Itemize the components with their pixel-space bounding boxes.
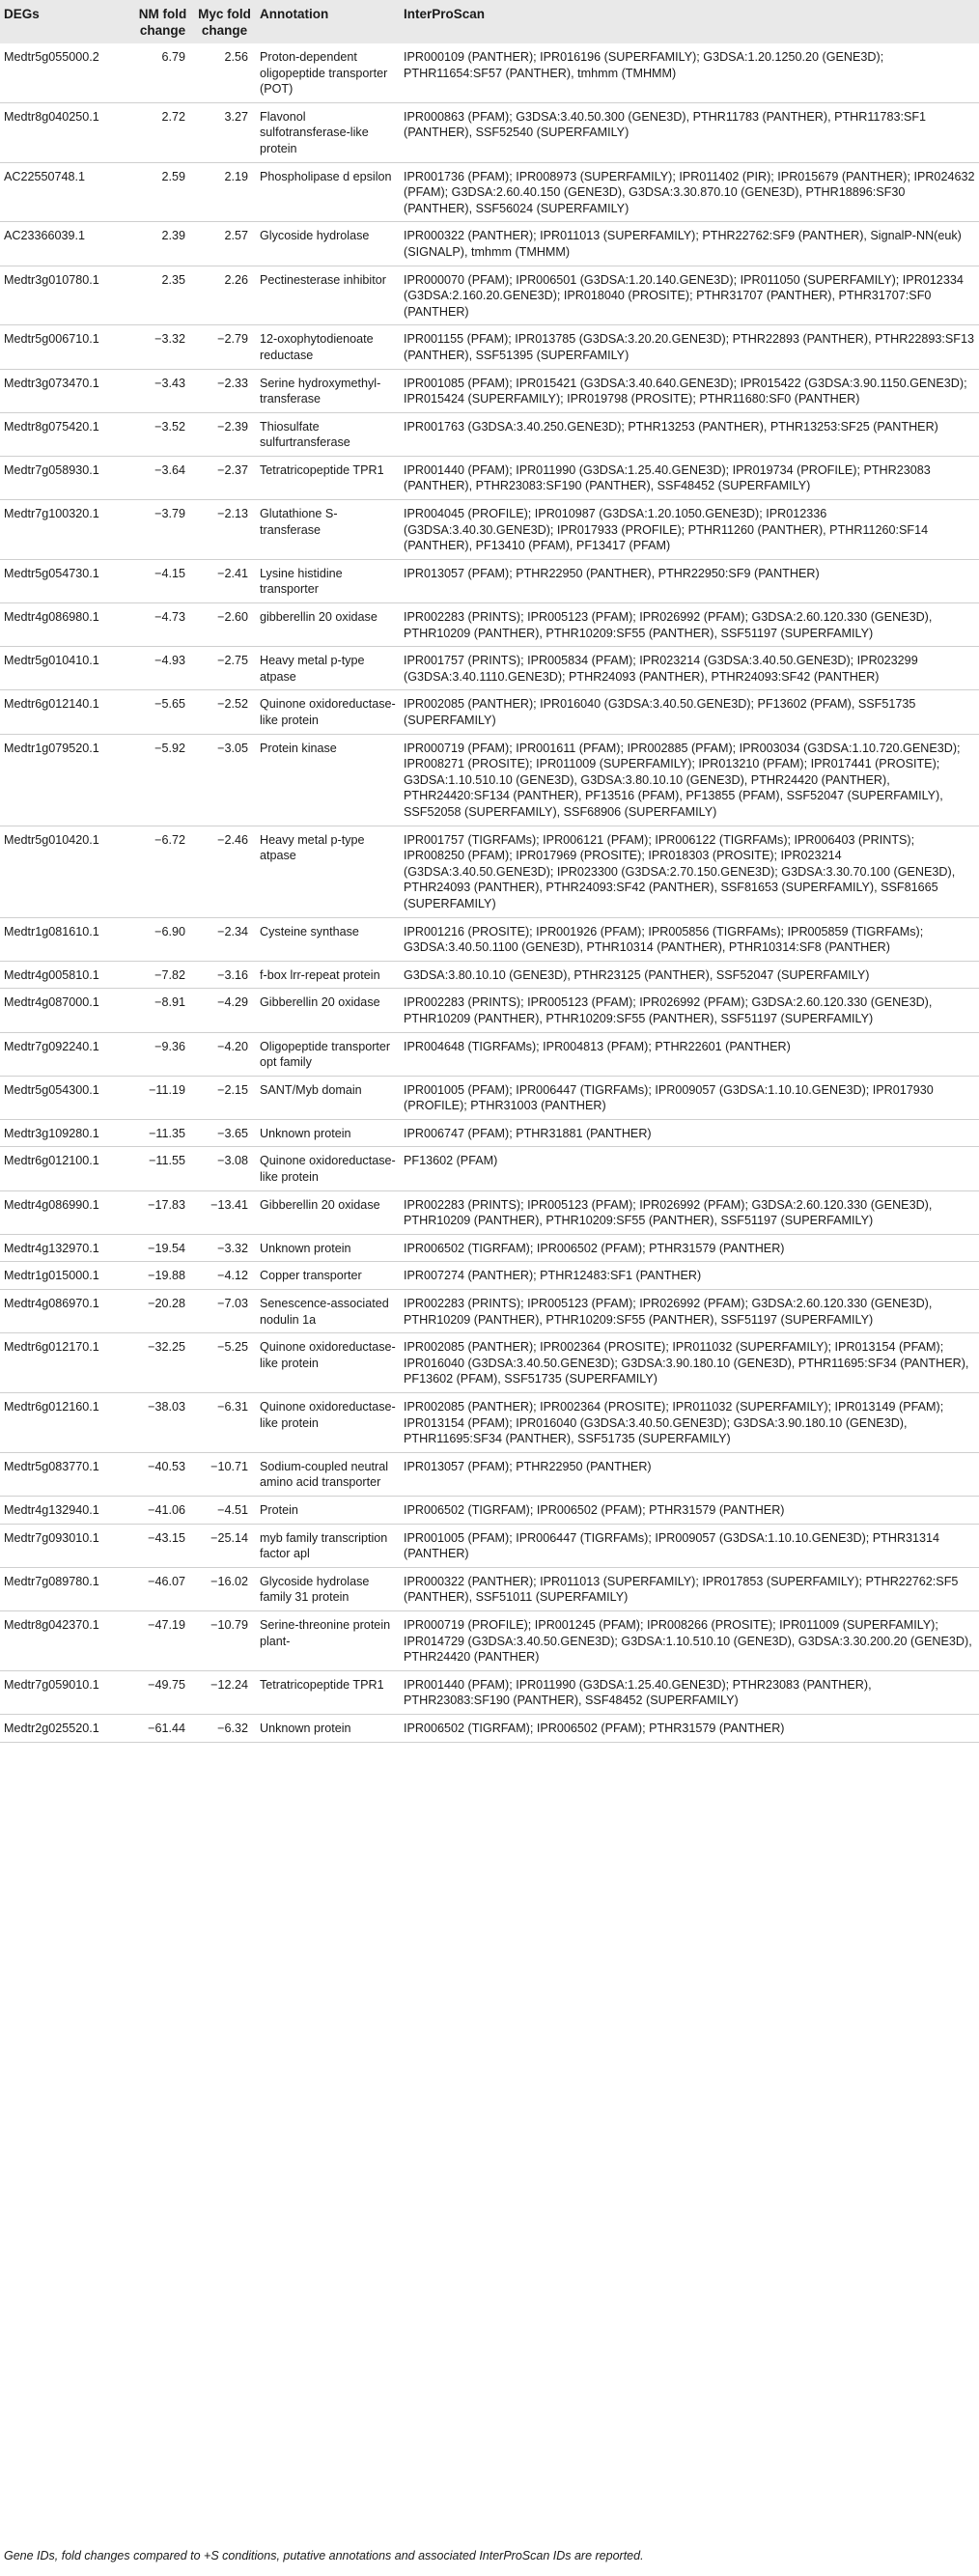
annotation: Pectinesterase inhibitor [256, 266, 400, 325]
annotation: Senescence-associated nodulin 1a [256, 1290, 400, 1333]
table-row [0, 559, 979, 602]
annotation: Gibberellin 20 oxidase [256, 1190, 400, 1234]
nm-fold-change: −6.72 [132, 826, 193, 917]
nm-fold-change: −19.54 [132, 1234, 193, 1262]
annotation: Tetratricopeptide TPR1 [256, 456, 400, 499]
myc-fold-change: −2.52 [193, 690, 256, 734]
table-row [0, 369, 979, 412]
nm-fold-change: −47.19 [132, 1610, 193, 1670]
annotation: gibberellin 20 oxidase [256, 603, 400, 647]
table-row [0, 1670, 979, 1714]
annotation: 12-oxophytodienoate reductase [256, 325, 400, 369]
gene-id: Medtr7g058930.1 [0, 456, 132, 499]
annotation: Copper transporter [256, 1262, 400, 1290]
table-row [0, 222, 979, 266]
myc-fold-change: −2.13 [193, 500, 256, 560]
table-body [0, 43, 979, 1742]
interpro-ids: IPR006502 (TIGRFAM); IPR006502 (PFAM); PTHR31579 (PANTHER) [400, 1234, 979, 1262]
interpro-ids: IPR006502 (TIGRFAM); IPR006502 (PFAM); PTHR31579 (PANTHER) [400, 1496, 979, 1524]
gene-id: Medtr4g132940.1 [0, 1496, 132, 1524]
nm-fold-change: −3.64 [132, 456, 193, 499]
annotation: Heavy metal p-type atpase [256, 826, 400, 917]
interpro-ids: IPR001005 (PFAM); IPR006447 (TIGRFAMs); IPR009057 (G3DSA:1.10.10.GENE3D); IPR017930 (PROFILE); PTHR31003 (PANTHER) [400, 1076, 979, 1119]
interpro-ids: IPR000322 (PANTHER); IPR011013 (SUPERFAMILY); PTHR22762:SF9 (PANTHER), SignalP-NN(euk) (SIGNALP), tmhmm (TMHMM) [400, 222, 979, 266]
table-row [0, 1452, 979, 1496]
gene-id: Medtr3g073470.1 [0, 369, 132, 412]
table-row [0, 412, 979, 456]
table-row [0, 1567, 979, 1610]
gene-id: Medtr7g089780.1 [0, 1567, 132, 1610]
annotation: Sodium-coupled neutral amino acid transporter [256, 1452, 400, 1496]
interpro-ids: IPR001440 (PFAM); IPR011990 (G3DSA:1.25.40.GENE3D); PTHR23083 (PANTHER), PTHR23083:SF190 (PANTHER), SSF48452 (SUPERFAMILY) [400, 1670, 979, 1714]
nm-fold-change: −9.36 [132, 1032, 193, 1076]
myc-fold-change: −2.75 [193, 647, 256, 690]
header-annotation: Annotation [256, 0, 400, 43]
annotation: Serine hydroxymethyl-transferase [256, 369, 400, 412]
annotation: Cysteine synthase [256, 917, 400, 961]
gene-id: Medtr5g006710.1 [0, 325, 132, 369]
gene-id: Medtr7g092240.1 [0, 1032, 132, 1076]
table-row [0, 961, 979, 989]
header-degs: DEGs [0, 0, 132, 43]
table-row [0, 43, 979, 102]
table-row [0, 1262, 979, 1290]
myc-fold-change: 2.19 [193, 162, 256, 222]
nm-fold-change: −4.93 [132, 647, 193, 690]
nm-fold-change: −3.43 [132, 369, 193, 412]
table-row [0, 647, 979, 690]
interpro-ids: IPR007274 (PANTHER); PTHR12483:SF1 (PANTHER) [400, 1262, 979, 1290]
nm-fold-change: 2.35 [132, 266, 193, 325]
nm-fold-change: 2.39 [132, 222, 193, 266]
annotation: Phospholipase d epsilon [256, 162, 400, 222]
gene-id: Medtr8g040250.1 [0, 102, 132, 162]
myc-fold-change: −2.34 [193, 917, 256, 961]
gene-id: Medtr7g059010.1 [0, 1670, 132, 1714]
interpro-ids: IPR001763 (G3DSA:3.40.250.GENE3D); PTHR13253 (PANTHER), PTHR13253:SF25 (PANTHER) [400, 412, 979, 456]
myc-fold-change: −6.31 [193, 1393, 256, 1453]
annotation: Quinone oxidoreductase-like protein [256, 1393, 400, 1453]
table-row [0, 325, 979, 369]
interpro-ids: IPR001440 (PFAM); IPR011990 (G3DSA:1.25.40.GENE3D); IPR019734 (PROFILE); PTHR23083 (PANTHER), PTHR23083:SF190 (PANTHER), SSF48452 (SUPERFAMILY) [400, 456, 979, 499]
gene-id: Medtr4g086990.1 [0, 1190, 132, 1234]
myc-fold-change: −10.79 [193, 1610, 256, 1670]
myc-fold-change: −7.03 [193, 1290, 256, 1333]
myc-fold-change: −3.05 [193, 734, 256, 826]
myc-fold-change: −4.51 [193, 1496, 256, 1524]
table-row [0, 1290, 979, 1333]
interpro-ids: IPR002085 (PANTHER); IPR016040 (G3DSA:3.40.50.GENE3D); PF13602 (PFAM), SSF51735 (SUPERFAMILY) [400, 690, 979, 734]
gene-id: Medtr1g081610.1 [0, 917, 132, 961]
nm-fold-change: −11.35 [132, 1119, 193, 1147]
gene-id: AC23366039.1 [0, 222, 132, 266]
myc-fold-change: −3.65 [193, 1119, 256, 1147]
header-interpro: InterProScan [400, 0, 979, 43]
nm-fold-change: −4.15 [132, 559, 193, 602]
annotation: Unknown protein [256, 1714, 400, 1742]
gene-id: Medtr4g086970.1 [0, 1290, 132, 1333]
annotation: Glutathione S-transferase [256, 500, 400, 560]
nm-fold-change: −6.90 [132, 917, 193, 961]
interpro-ids: G3DSA:3.80.10.10 (GENE3D), PTHR23125 (PANTHER), SSF52047 (SUPERFAMILY) [400, 961, 979, 989]
gene-id: Medtr5g083770.1 [0, 1452, 132, 1496]
myc-fold-change: 2.56 [193, 43, 256, 102]
gene-id: Medtr4g086980.1 [0, 603, 132, 647]
table-row [0, 1119, 979, 1147]
annotation: Flavonol sulfotransferase-like protein [256, 102, 400, 162]
nm-fold-change: −41.06 [132, 1496, 193, 1524]
nm-fold-change: −20.28 [132, 1290, 193, 1333]
gene-id: Medtr5g054300.1 [0, 1076, 132, 1119]
interpro-ids: IPR001216 (PROSITE); IPR001926 (PFAM); IPR005856 (TIGRFAMs); IPR005859 (TIGRFAMs); G3DSA:3.40.50.1100 (GENE3D), PTHR10314 (PANTHER), PTHR10314:SF8 (PANTHER) [400, 917, 979, 961]
nm-fold-change: −61.44 [132, 1714, 193, 1742]
myc-fold-change: −2.79 [193, 325, 256, 369]
table-row [0, 162, 979, 222]
table-row [0, 1524, 979, 1567]
nm-fold-change: −3.79 [132, 500, 193, 560]
nm-fold-change: −17.83 [132, 1190, 193, 1234]
interpro-ids: IPR001155 (PFAM); IPR013785 (G3DSA:3.20.20.GENE3D); PTHR22893 (PANTHER), PTHR22893:SF13 (PANTHER), SSF51395 (SUPERFAMILY) [400, 325, 979, 369]
gene-id: Medtr7g100320.1 [0, 500, 132, 560]
interpro-ids: IPR001736 (PFAM); IPR008973 (SUPERFAMILY); IPR011402 (PIR); IPR015679 (PANTHER); IPR024632 (PFAM); G3DSA:2.60.40.150 (GENE3D), G3DSA:3.30.870.10 (GENE3D), PTHR18896:SF30 (PANTHER), SSF56024 (SUPERFAMILY) [400, 162, 979, 222]
table-row [0, 826, 979, 917]
myc-fold-change: −4.12 [193, 1262, 256, 1290]
interpro-ids: IPR000070 (PFAM); IPR006501 (G3DSA:1.20.140.GENE3D); IPR011050 (SUPERFAMILY); IPR012334 (G3DSA:2.160.20.GENE3D); IPR018040 (PROSITE); PTHR31707 (PANTHER), PTHR31707:SF0 (PANTHER) [400, 266, 979, 325]
nm-fold-change: 6.79 [132, 43, 193, 102]
table-row [0, 989, 979, 1032]
interpro-ids: IPR001085 (PFAM); IPR015421 (G3DSA:3.40.640.GENE3D); IPR015422 (G3DSA:3.90.1150.GENE3D); IPR015424 (SUPERFAMILY); IPR019798 (PROSITE); PTHR11680:SF0 (PANTHER) [400, 369, 979, 412]
annotation: Quinone oxidoreductase-like protein [256, 1147, 400, 1190]
nm-fold-change: −32.25 [132, 1333, 193, 1393]
annotation: Lysine histidine transporter [256, 559, 400, 602]
nm-fold-change: 2.72 [132, 102, 193, 162]
annotation: Tetratricopeptide TPR1 [256, 1670, 400, 1714]
annotation: Glycoside hydrolase [256, 222, 400, 266]
interpro-ids: IPR004648 (TIGRFAMs); IPR004813 (PFAM); PTHR22601 (PANTHER) [400, 1032, 979, 1076]
annotation: Gibberellin 20 oxidase [256, 989, 400, 1032]
gene-id: Medtr8g075420.1 [0, 412, 132, 456]
myc-fold-change: −2.46 [193, 826, 256, 917]
table-header [0, 0, 979, 43]
myc-fold-change: −6.32 [193, 1714, 256, 1742]
table-row [0, 1393, 979, 1453]
myc-fold-change: −16.02 [193, 1567, 256, 1610]
myc-fold-change: −2.41 [193, 559, 256, 602]
myc-fold-change: 3.27 [193, 102, 256, 162]
myc-fold-change: −4.20 [193, 1032, 256, 1076]
myc-fold-change: −2.37 [193, 456, 256, 499]
annotation: Quinone oxidoreductase-like protein [256, 690, 400, 734]
gene-id: Medtr8g042370.1 [0, 1610, 132, 1670]
interpro-ids: IPR004045 (PROFILE); IPR010987 (G3DSA:1.20.1050.GENE3D); IPR012336 (G3DSA:3.40.30.GENE3D); IPR017933 (PROFILE); PTHR11260 (PANTHER), PTHR11260:SF14 (PANTHER), PF13410 (PFAM), PF13417 (PFAM) [400, 500, 979, 560]
nm-fold-change: 2.59 [132, 162, 193, 222]
table-row [0, 1032, 979, 1076]
gene-id: Medtr4g005810.1 [0, 961, 132, 989]
interpro-ids: IPR002085 (PANTHER); IPR002364 (PROSITE); IPR011032 (SUPERFAMILY); IPR013149 (PFAM); IPR013154 (PFAM); IPR016040 (G3DSA:3.40.50.GENE3D); G3DSA:3.90.180.10 (GENE3D), PTHR11695:SF34 (PANTHER), SSF51735 (SUPERFAMILY) [400, 1393, 979, 1453]
myc-fold-change: −3.16 [193, 961, 256, 989]
interpro-ids: IPR006747 (PFAM); PTHR31881 (PANTHER) [400, 1119, 979, 1147]
myc-fold-change: −12.24 [193, 1670, 256, 1714]
myc-fold-change: 2.26 [193, 266, 256, 325]
interpro-ids: IPR013057 (PFAM); PTHR22950 (PANTHER), PTHR22950:SF9 (PANTHER) [400, 559, 979, 602]
myc-fold-change: −2.60 [193, 603, 256, 647]
table-row [0, 1147, 979, 1190]
annotation: Unknown protein [256, 1234, 400, 1262]
header-row [0, 0, 979, 43]
annotation: Unknown protein [256, 1119, 400, 1147]
table-row [0, 917, 979, 961]
myc-fold-change: −2.15 [193, 1076, 256, 1119]
gene-id: Medtr3g109280.1 [0, 1119, 132, 1147]
nm-fold-change: −3.52 [132, 412, 193, 456]
myc-fold-change: −3.32 [193, 1234, 256, 1262]
myc-fold-change: −4.29 [193, 989, 256, 1032]
gene-id: Medtr6g012170.1 [0, 1333, 132, 1393]
annotation: SANT/Myb domain [256, 1076, 400, 1119]
myc-fold-change: −10.71 [193, 1452, 256, 1496]
annotation: Protein [256, 1496, 400, 1524]
table-row [0, 690, 979, 734]
table-row [0, 102, 979, 162]
annotation: Heavy metal p-type atpase [256, 647, 400, 690]
nm-fold-change: −49.75 [132, 1670, 193, 1714]
annotation: Quinone oxidoreductase-like protein [256, 1333, 400, 1393]
table-row [0, 500, 979, 560]
table-row [0, 1076, 979, 1119]
nm-fold-change: −3.32 [132, 325, 193, 369]
nm-fold-change: −19.88 [132, 1262, 193, 1290]
table-row [0, 1496, 979, 1524]
nm-fold-change: −38.03 [132, 1393, 193, 1453]
interpro-ids: IPR002283 (PRINTS); IPR005123 (PFAM); IPR026992 (PFAM); G3DSA:2.60.120.330 (GENE3D), PTHR10209 (PANTHER), PTHR10209:SF55 (PANTHER), SSF51197 (SUPERFAMILY) [400, 989, 979, 1032]
myc-fold-change: −2.39 [193, 412, 256, 456]
nm-fold-change: −4.73 [132, 603, 193, 647]
annotation: Proton-dependent oligopeptide transporter (POT) [256, 43, 400, 102]
table-row [0, 603, 979, 647]
interpro-ids: IPR002283 (PRINTS); IPR005123 (PFAM); IPR026992 (PFAM); G3DSA:2.60.120.330 (GENE3D), PTHR10209 (PANTHER), PTHR10209:SF55 (PANTHER), SSF51197 (SUPERFAMILY) [400, 1190, 979, 1234]
gene-id: Medtr4g087000.1 [0, 989, 132, 1032]
interpro-ids: IPR000109 (PANTHER); IPR016196 (SUPERFAMILY); G3DSA:1.20.1250.20 (GENE3D); PTHR11654:SF57 (PANTHER), tmhmm (TMHMM) [400, 43, 979, 102]
myc-fold-change: −5.25 [193, 1333, 256, 1393]
myc-fold-change: −25.14 [193, 1524, 256, 1567]
table-row [0, 1234, 979, 1262]
nm-fold-change: −5.65 [132, 690, 193, 734]
interpro-ids: IPR000863 (PFAM); G3DSA:3.40.50.300 (GENE3D), PTHR11783 (PANTHER), PTHR11783:SF1 (PANTHER), SSF52540 (SUPERFAMILY) [400, 102, 979, 162]
interpro-ids: IPR002283 (PRINTS); IPR005123 (PFAM); IPR026992 (PFAM); G3DSA:2.60.120.330 (GENE3D), PTHR10209 (PANTHER), PTHR10209:SF55 (PANTHER), SSF51197 (SUPERFAMILY) [400, 603, 979, 647]
table-row [0, 1190, 979, 1234]
table-row [0, 1610, 979, 1670]
myc-fold-change: −13.41 [193, 1190, 256, 1234]
annotation: Glycoside hydrolase family 31 protein [256, 1567, 400, 1610]
header-myc-fold: Myc fold change [193, 0, 256, 43]
nm-fold-change: −8.91 [132, 989, 193, 1032]
interpro-ids: IPR006502 (TIGRFAM); IPR006502 (PFAM); PTHR31579 (PANTHER) [400, 1714, 979, 1742]
nm-fold-change: −46.07 [132, 1567, 193, 1610]
header-nm-fold: NM fold change [132, 0, 193, 43]
annotation: Serine-threonine protein plant- [256, 1610, 400, 1670]
interpro-ids: IPR013057 (PFAM); PTHR22950 (PANTHER) [400, 1452, 979, 1496]
myc-fold-change: 2.57 [193, 222, 256, 266]
nm-fold-change: −11.55 [132, 1147, 193, 1190]
gene-id: Medtr1g079520.1 [0, 734, 132, 826]
table-row [0, 266, 979, 325]
interpro-ids: PF13602 (PFAM) [400, 1147, 979, 1190]
table-row [0, 1714, 979, 1742]
nm-fold-change: −7.82 [132, 961, 193, 989]
gene-id: Medtr5g054730.1 [0, 559, 132, 602]
interpro-ids: IPR001757 (TIGRFAMs); IPR006121 (PFAM); IPR006122 (TIGRFAMs); IPR006403 (PRINTS); IPR008250 (PFAM); IPR017969 (PROSITE); IPR018303 (PROSITE); IPR023214 (G3DSA:3.40.50.GENE3D); IPR023300 (G3DSA:2.70.150.GENE3D); G3DSA:3.30.70.100 (GENE3D), PTHR24093 (PANTHER), PTHR24093:SF42 (PANTHER), SSF81653 (SUPERFAMILY), SSF81665 (SUPERFAMILY) [400, 826, 979, 917]
gene-id: AC22550748.1 [0, 162, 132, 222]
annotation: myb family transcription factor apl [256, 1524, 400, 1567]
annotation: Thiosulfate sulfurtransferase [256, 412, 400, 456]
annotation: Oligopeptide transporter opt family [256, 1032, 400, 1076]
annotation: f-box lrr-repeat protein [256, 961, 400, 989]
gene-id: Medtr6g012140.1 [0, 690, 132, 734]
interpro-ids: IPR002283 (PRINTS); IPR005123 (PFAM); IPR026992 (PFAM); G3DSA:2.60.120.330 (GENE3D), PTHR10209 (PANTHER), PTHR10209:SF55 (PANTHER), SSF51197 (SUPERFAMILY) [400, 1290, 979, 1333]
gene-id: Medtr2g025520.1 [0, 1714, 132, 1742]
gene-id: Medtr6g012160.1 [0, 1393, 132, 1453]
table-row [0, 456, 979, 499]
interpro-ids: IPR000719 (PROFILE); IPR001245 (PFAM); IPR008266 (PROSITE); IPR011009 (SUPERFAMILY); IPR014729 (G3DSA:3.40.50.GENE3D); G3DSA:1.10.510.10 (GENE3D), G3DSA:3.30.200.20 (GENE3D), PTHR24420 (PANTHER) [400, 1610, 979, 1670]
gene-id: Medtr5g055000.2 [0, 43, 132, 102]
table-row [0, 1333, 979, 1393]
table-footnote: Gene IDs, fold changes compared to +S conditions, putative annotations and associated InterProScan IDs are reported. [4, 2549, 644, 2562]
myc-fold-change: −2.33 [193, 369, 256, 412]
table-row [0, 734, 979, 826]
nm-fold-change: −43.15 [132, 1524, 193, 1567]
nm-fold-change: −11.19 [132, 1076, 193, 1119]
gene-id: Medtr7g093010.1 [0, 1524, 132, 1567]
nm-fold-change: −5.92 [132, 734, 193, 826]
interpro-ids: IPR000719 (PFAM); IPR001611 (PFAM); IPR002885 (PFAM); IPR003034 (G3DSA:1.10.720.GENE3D); IPR008271 (PROSITE); IPR011009 (SUPERFAMILY); IPR013210 (PFAM); IPR017441 (PROSITE); G3DSA:1.10.510.10 (GENE3D), G3DSA:3.80.10.10 (GENE3D), PTHR24420 (PANTHER), PTHR24420:SF134 (PANTHER), PF13516 (PFAM), PF13855 (PFAM), SSF52047 (SUPERFAMILY), SSF52058 (SUPERFAMILY), SSF68906 (SUPERFAMILY) [400, 734, 979, 826]
gene-id: Medtr4g132970.1 [0, 1234, 132, 1262]
gene-id: Medtr6g012100.1 [0, 1147, 132, 1190]
gene-id: Medtr5g010410.1 [0, 647, 132, 690]
myc-fold-change: −3.08 [193, 1147, 256, 1190]
gene-id: Medtr3g010780.1 [0, 266, 132, 325]
interpro-ids: IPR001757 (PRINTS); IPR005834 (PFAM); IPR023214 (G3DSA:3.40.50.GENE3D); IPR023299 (G3DSA:3.40.1110.GENE3D); PTHR24093 (PANTHER), PTHR24093:SF42 (PANTHER) [400, 647, 979, 690]
interpro-ids: IPR000322 (PANTHER); IPR011013 (SUPERFAMILY); IPR017853 (SUPERFAMILY); PTHR22762:SF5 (PANTHER), SSF51011 (SUPERFAMILY) [400, 1567, 979, 1610]
interpro-ids: IPR002085 (PANTHER); IPR002364 (PROSITE); IPR011032 (SUPERFAMILY); IPR013154 (PFAM); IPR016040 (G3DSA:3.40.50.GENE3D); G3DSA:3.90.180.10 (GENE3D), PTHR11695:SF34 (PANTHER), PF13602 (PFAM), SSF51735 (SUPERFAMILY) [400, 1333, 979, 1393]
gene-id: Medtr1g015000.1 [0, 1262, 132, 1290]
gene-id: Medtr5g010420.1 [0, 826, 132, 917]
interpro-ids: IPR001005 (PFAM); IPR006447 (TIGRFAMs); IPR009057 (G3DSA:1.10.10.GENE3D); PTHR31314 (PANTHER) [400, 1524, 979, 1567]
nm-fold-change: −40.53 [132, 1452, 193, 1496]
annotation: Protein kinase [256, 734, 400, 826]
